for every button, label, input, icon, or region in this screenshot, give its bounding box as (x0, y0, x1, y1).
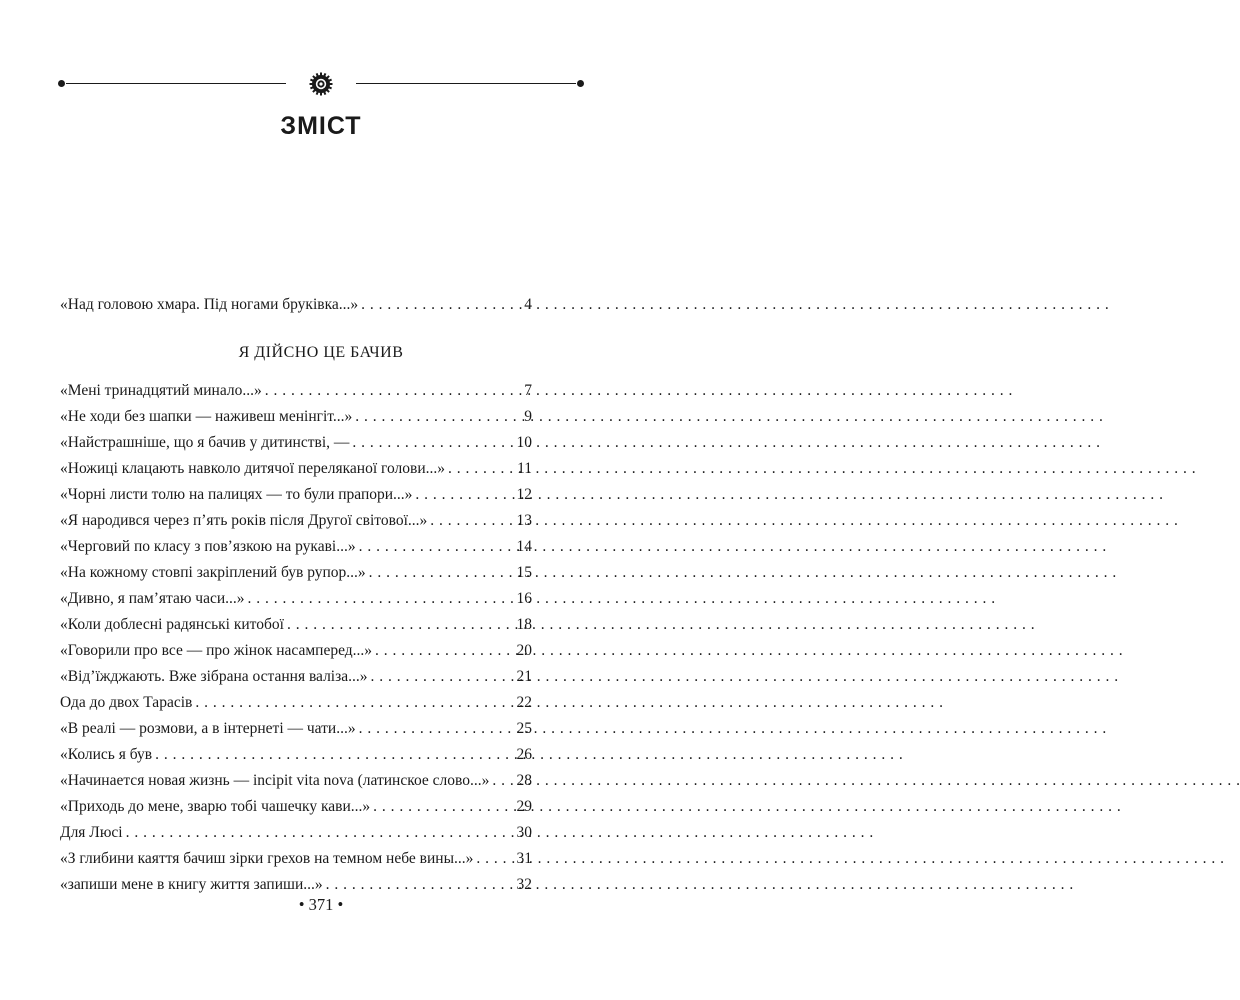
toc-leader-dots (415, 483, 513, 507)
toc-entry-title: «Чорні листи толю на палицях — то були прапори...» (60, 486, 413, 503)
toc-entry-page: 32 (516, 876, 532, 893)
toc-leader-dots (430, 509, 513, 533)
toc-entry[interactable] (60, 691, 532, 715)
toc-entry-page: 31 (516, 850, 532, 867)
toc-entry-title: «З глибини каяття бачиш зірки грехов на темном небе вины...» (60, 850, 474, 867)
toc-leader-dots (492, 769, 513, 793)
ornament-dot-left (58, 80, 65, 87)
toc-entry-page: 29 (516, 798, 532, 815)
toc-entry[interactable] (60, 587, 532, 611)
toc-entry-title: «Черговий по класу з пов’язкою на рукаві...» (60, 538, 356, 555)
toc-leader-dots (355, 405, 521, 429)
toc-entry-page: 13 (516, 512, 532, 529)
toc-leader-dots (195, 691, 513, 715)
toc-entry-page: 26 (516, 746, 532, 763)
toc-entry[interactable] (60, 665, 532, 689)
toc-entry[interactable] (60, 535, 532, 559)
toc-entry-title: «Коли доблесні радянські китобої (60, 616, 284, 633)
ornament-dot-right (577, 80, 584, 87)
toc-entry[interactable] (60, 743, 532, 767)
toc-leader-dots (476, 847, 513, 871)
toc-entry[interactable] (60, 293, 532, 317)
toc-entry[interactable] (60, 717, 532, 741)
toc-entry[interactable] (60, 457, 532, 481)
toc-leader-dots (265, 379, 522, 403)
toc-entry-page: 22 (516, 694, 532, 711)
toc-entry[interactable] (60, 483, 532, 507)
toc-entry-title: Ода до двох Тарасів (60, 694, 193, 711)
toc-entry-title: «Я народився через п’ять років після Другої світової...» (60, 512, 428, 529)
toc-leader-dots (326, 873, 514, 897)
toc-entry-title: «Начинается новая жизнь — incipit vita nova (латинское слово...» (60, 772, 490, 789)
toc-leader-dots (155, 743, 513, 767)
toc-entry-title: «Мені тринадцятий минало...» (60, 382, 262, 399)
toc-entry-page: 15 (516, 564, 532, 581)
toc-entry-title: «Ножиці клацають навколо дитячої переляканої голови...» (60, 460, 446, 477)
title-ornament (58, 72, 584, 96)
toc-leader-dots (361, 293, 521, 317)
page-number: • 371 • (298, 895, 344, 914)
toc-entry-title: «запиши мене в книгу життя запиши...» (60, 876, 323, 893)
toc-entry[interactable] (60, 639, 532, 663)
toc-leader-dots (359, 717, 514, 741)
toc-entry[interactable] (60, 379, 532, 403)
toc-leader-dots (371, 665, 514, 689)
toc-entry[interactable] (60, 847, 532, 871)
ornament-rule-right (356, 83, 576, 84)
ornament-rule-left (66, 83, 286, 84)
section-heading: Я ДІЙСНО ЦЕ БАЧИВ (238, 344, 404, 361)
toc-entry-page: 12 (516, 486, 532, 503)
toc-leader-dots (369, 561, 514, 585)
toc-entry-page: 11 (517, 460, 532, 477)
toc-entry[interactable] (60, 405, 532, 429)
toc-entry-page: 20 (516, 642, 532, 659)
toc-leader-dots (352, 431, 513, 455)
toc-leader-dots (248, 587, 514, 611)
toc-entry-page: 25 (516, 720, 532, 737)
toc-entry-page: 18 (516, 616, 532, 633)
flower-icon (309, 72, 333, 96)
toc-entry-title: «Над головою хмара. Під ногами бруківка...» (60, 296, 359, 313)
toc-leader-dots (375, 639, 513, 663)
toc-entry-title: «Не ходи без шапки — наживеш менінгіт...» (60, 408, 353, 425)
toc-entry-title: «Говорили про все — про жінок насамперед...» (60, 642, 373, 659)
toc-entry-page: 21 (516, 668, 532, 685)
toc-leader-dots (359, 535, 514, 559)
toc-entry-title: «В реалі — розмови, а в інтернеті — чати...» (60, 720, 356, 737)
toc-entry[interactable] (60, 561, 532, 585)
toc-entry[interactable] (60, 431, 532, 455)
toc-leader-dots (126, 821, 514, 845)
toc-entry-page: 28 (516, 772, 532, 789)
toc-entry[interactable] (60, 613, 532, 637)
toc-entry-page: 4 (524, 296, 532, 313)
toc-entry-title: «Від’їжджають. Вже зібрана остання валіза...» (60, 668, 368, 685)
toc-entry-page: 10 (516, 434, 532, 451)
toc-entry[interactable] (60, 873, 532, 897)
toc-entry-title: «На кожному стовпі закріплений був рупор...» (60, 564, 366, 581)
toc-entry[interactable] (60, 795, 532, 819)
toc-entry-page: 9 (524, 408, 532, 425)
toc-entry-page: 7 (524, 382, 532, 399)
page-title: ЗМІСТ (280, 112, 362, 140)
toc-leader-dots (448, 457, 514, 481)
toc-entry[interactable] (60, 821, 532, 845)
toc-entry[interactable] (60, 769, 532, 793)
toc-leader-dots (287, 613, 514, 637)
toc-entry-title: «Колись я був (60, 746, 153, 763)
toc-entry-page: 14 (516, 538, 532, 555)
toc-leader-dots (373, 795, 513, 819)
toc-entry-title: «Найстрашніше, що я бачив у дитинстві, — (60, 434, 350, 451)
toc-entry[interactable] (60, 509, 532, 533)
toc-entry-title: «Дивно, я пам’ятаю часи...» (60, 590, 245, 607)
toc-entry-title: «Приходь до мене, зварю тобі чашечку кави...» (60, 798, 371, 815)
toc-entry-page: 16 (516, 590, 532, 607)
toc-entry-title: Для Люсі (60, 824, 123, 841)
toc-entry-page: 30 (516, 824, 532, 841)
